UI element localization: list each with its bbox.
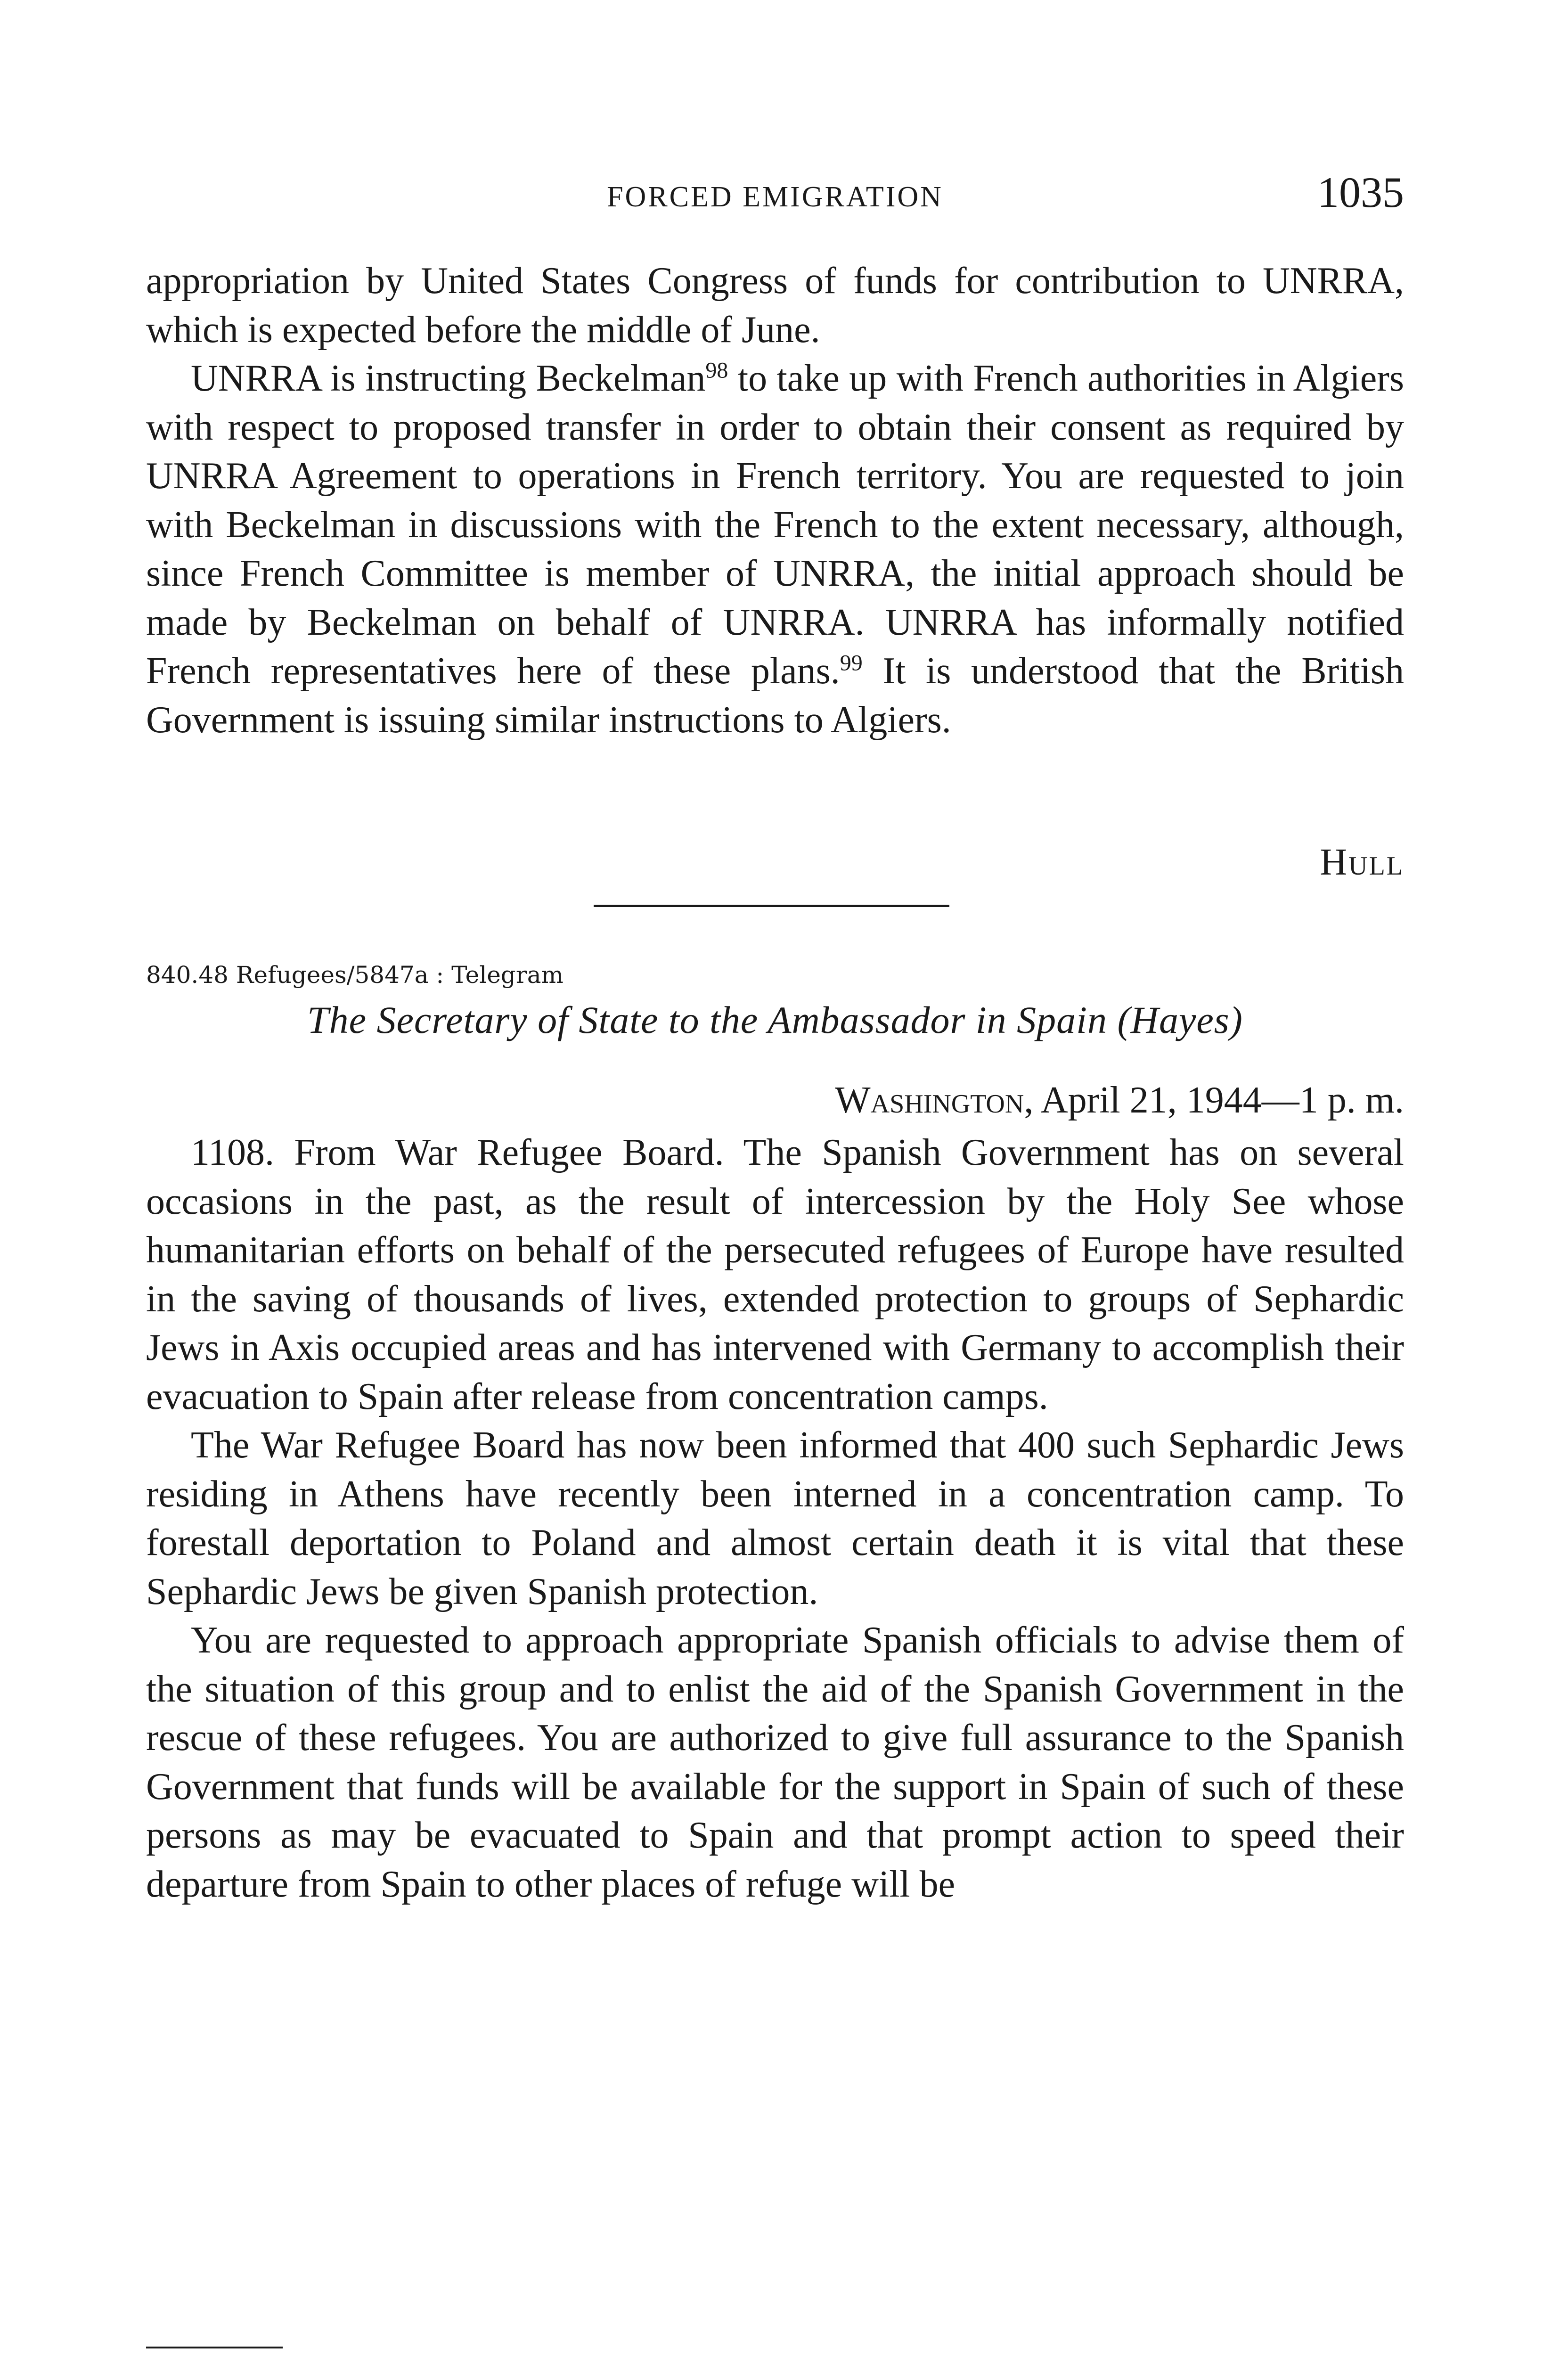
document-title: The Secretary of State to the Ambassador in Spain (Hayes) <box>307 998 1243 1041</box>
page-header <box>146 167 1404 219</box>
running-head: FORCED EMIGRATION <box>607 181 943 213</box>
telegram-paragraph-3: You are requested to approach appropriate Spanish officials to advise them of the situation of this group and to enlist the aid of the Spanish Government in the rescue of these refugees. You are authorized to give full assurance to the Spanish Government that funds will be available for the support in Spain of such of these persons as may be evacuated to Spain and that prompt action to speed their departure from Spain to other places of refuge will be <box>146 1620 1404 1905</box>
continued-telegram <box>146 257 1404 744</box>
telegram-body <box>146 1129 1404 1909</box>
signature: Hull <box>1320 842 1404 883</box>
section-divider <box>594 905 949 907</box>
dateline-date: , April 21, 1944—1 p. m. <box>1024 1080 1404 1121</box>
page-number: 1035 <box>1317 168 1404 216</box>
footnote-ref-99[interactable]: 99 <box>840 650 863 676</box>
continued-paragraph-2 <box>146 354 1404 744</box>
para2-text-c: It is understood that the British Government is issuing similar instructions to Algiers. <box>146 650 1405 741</box>
continued-paragraph-1: appropriation by United States Congress of funds for contribution to UNRRA, which is expected before the middle of June. <box>146 260 1404 351</box>
footnote-ref-98[interactable]: 98 <box>705 358 728 383</box>
telegram-paragraph-2: The War Refugee Board has now been informed that 400 such Sephardic Jews residing in Athens have recently been interned in a concentration camp. To forestall deportation to Poland and almost certain death it is vital that these Sephardic Jews be given Spanish protection. <box>146 1424 1404 1612</box>
telegram-paragraph-1: 1108. From War Refugee Board. The Spanish Government has on several occasions in the past, as the result of intercession by the Holy See whose humanitarian efforts on behalf of the persecuted refugees of Europe have resulted in the saving of thousands of lives, extended protection to groups of Sephardic Jews in Axis occupied areas and has intervened with Germany to accomplish their evacuation to Spain after release from concentration camps. <box>146 1132 1404 1417</box>
para2-text-a: UNRRA is instructing Beckelman <box>191 358 706 399</box>
dateline <box>835 1079 1404 1122</box>
dateline-place: Washington <box>835 1080 1024 1121</box>
file-number: 840.48 Refugees/5847a : Telegram <box>146 961 564 989</box>
para2-text-b: to take up with French authorities in Algiers with respect to proposed transfer in order to obtain their consent as required by UNRRA Agreement to operations in French territory. You are requested to join with Beckelman in discussions with the French to the extent necessary, although, since French Committee is member of UNRRA, the initial approach should be made by Beckelman on behalf of UNRRA. UNRRA has informally notified French representatives here of these plans. <box>146 358 1405 692</box>
footnote-divider <box>146 2347 283 2348</box>
